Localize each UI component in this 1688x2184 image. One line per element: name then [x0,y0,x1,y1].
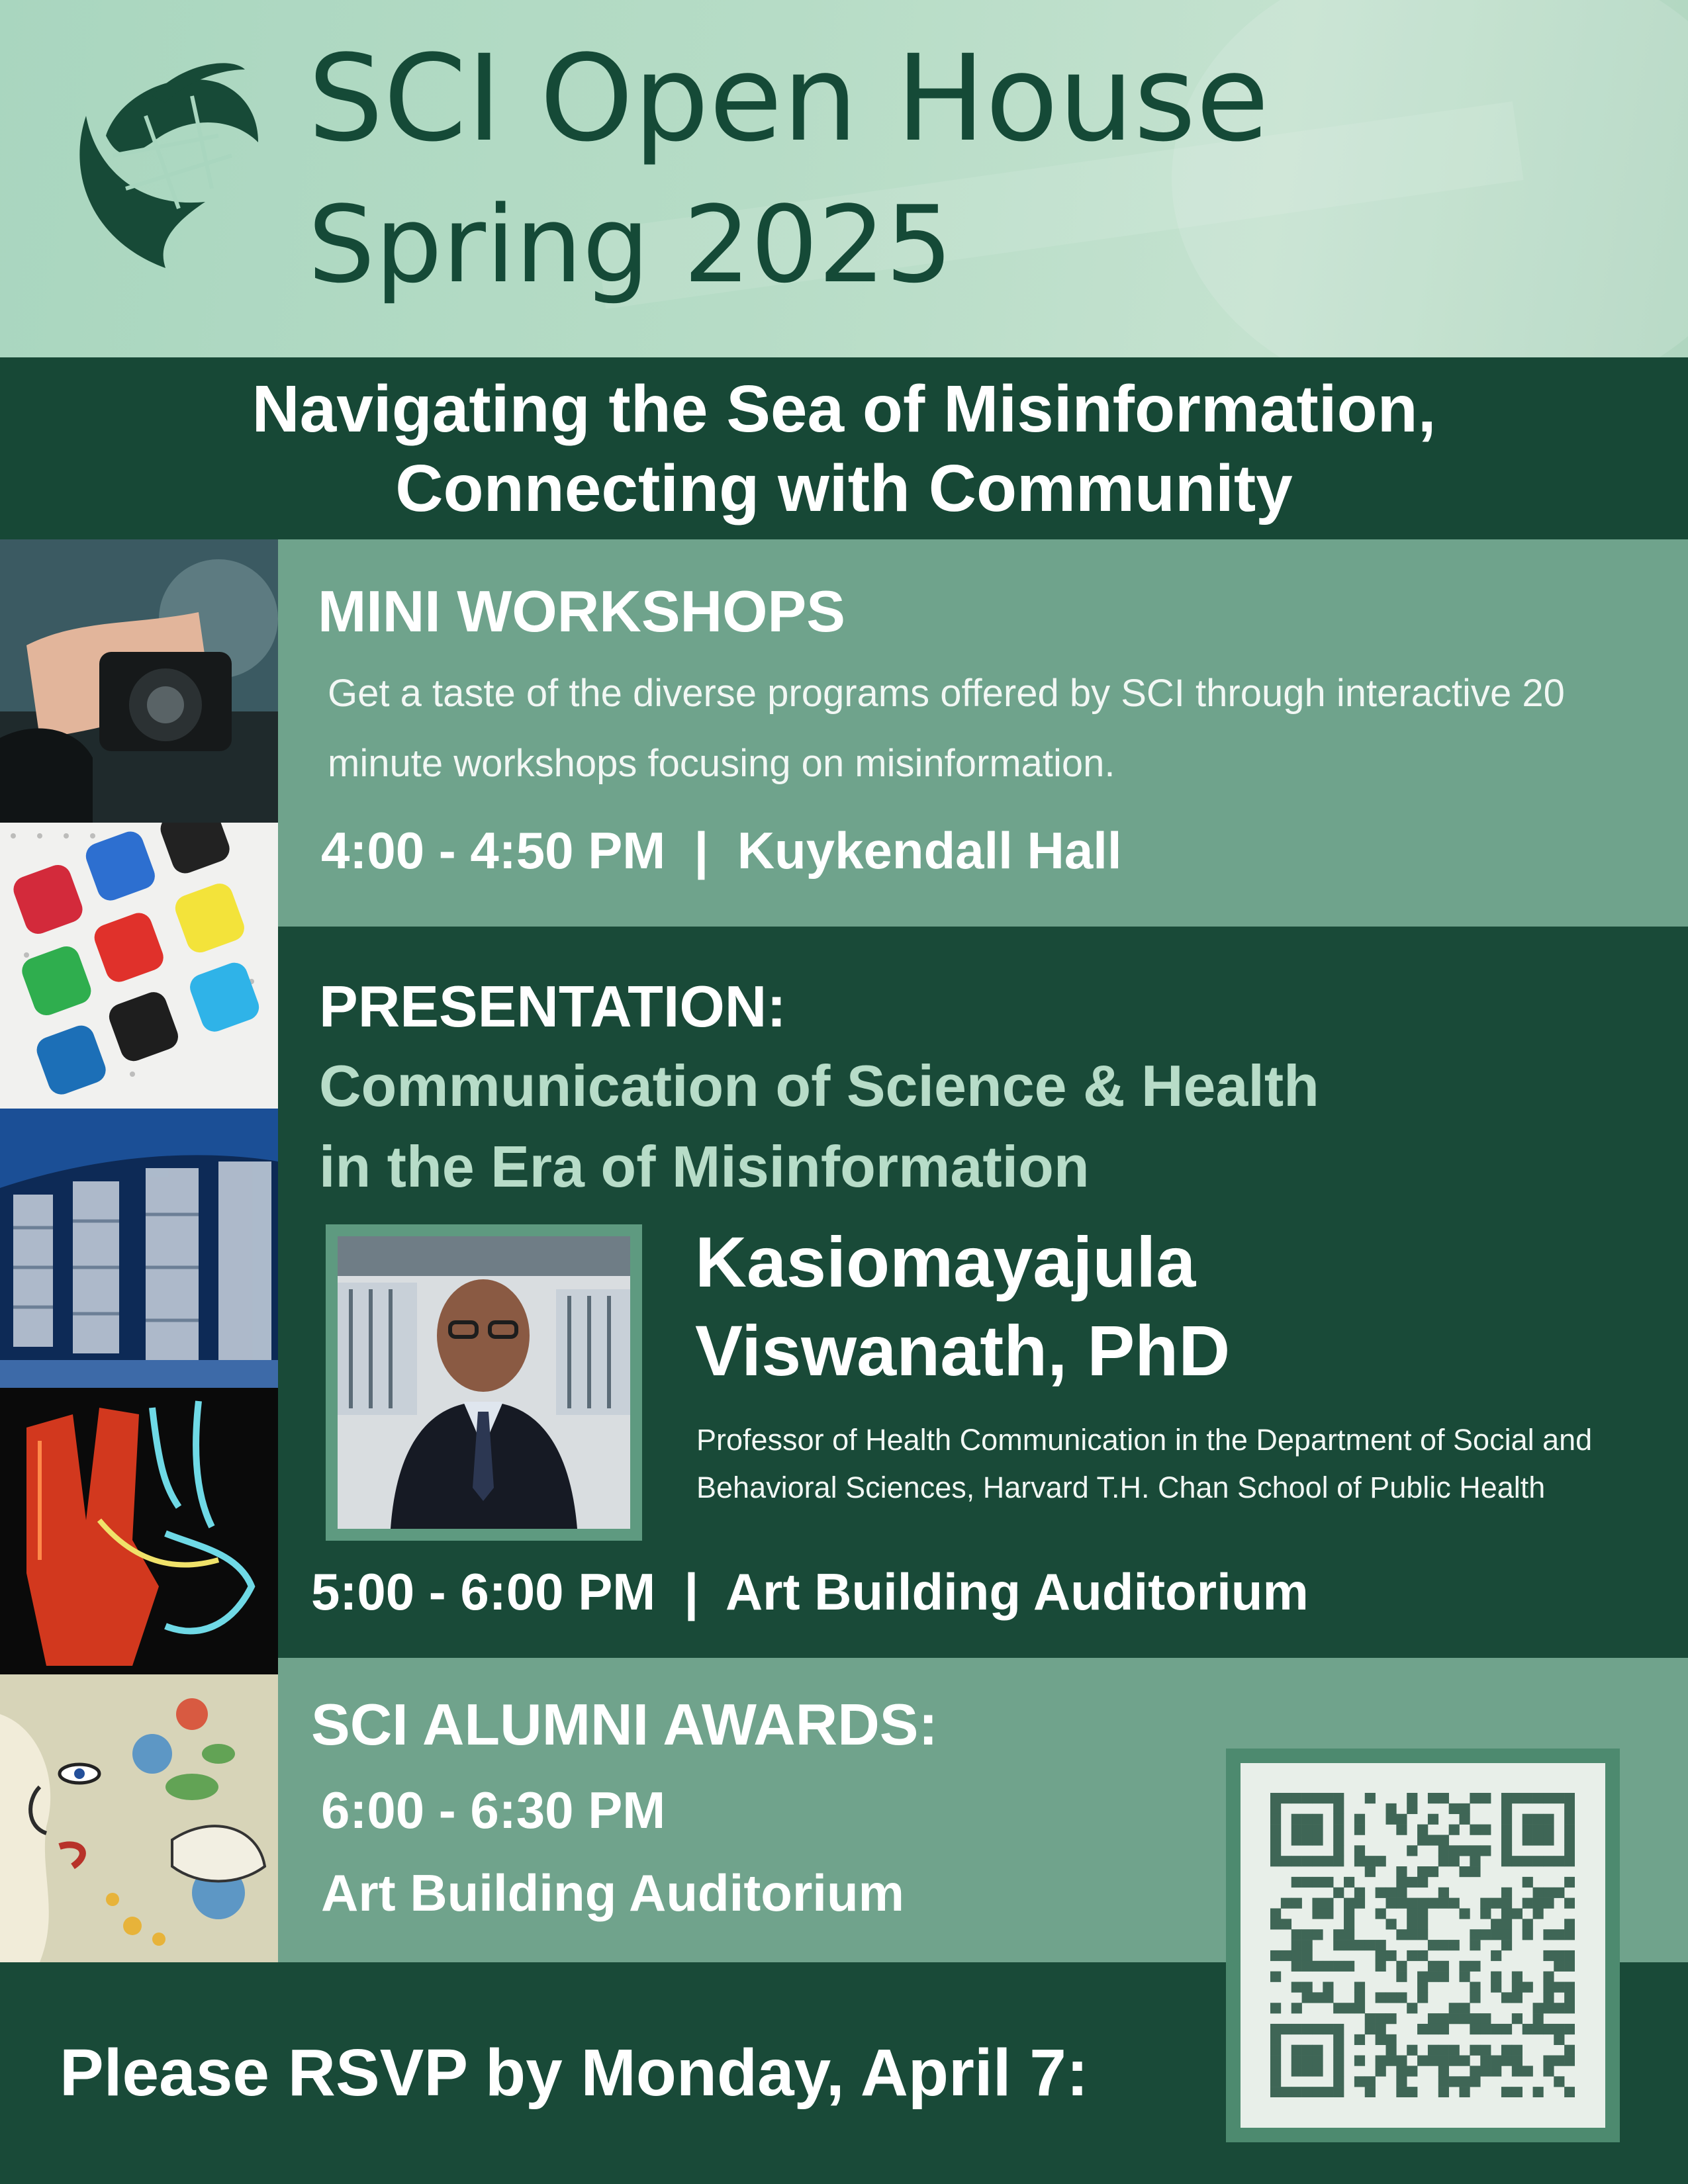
qr-code-icon [1270,1793,1575,2097]
rsvp-text: Please RSVP by Monday, April 7: [60,2036,1089,2110]
sci-logo-icon [66,56,265,281]
workshops-section [278,539,1688,927]
mosaic-art-photo [0,1674,278,1962]
presentation-title-line-1: Communication of Science & Health [319,1053,1319,1118]
workshops-description: Get a taste of the diverse programs offered by SCI through interactive 20 minute workshops focusing on misinformation. [328,672,1565,785]
photo-strip [0,539,278,1962]
presentation-time-location: 5:00 - 6:00 PM | Art Building Auditorium [311,1563,1309,1621]
theme-banner [0,357,1688,539]
camera-photo [0,539,278,823]
rsvp-qr-code[interactable] [1226,1749,1620,2142]
presentation-title-line-2: in the Era of Misinformation [319,1134,1090,1199]
speaker-photo [338,1236,630,1529]
page-title: SCI Open House [308,30,1270,168]
awards-time: 6:00 - 6:30 PM [321,1781,666,1839]
workshops-time-location: 4:00 - 4:50 PM | Kuykendall Hall [321,821,1122,880]
theme-line-2: Connecting with Community [395,451,1293,525]
speaker-name-line-1: Kasiomayajula [695,1222,1196,1302]
awards-location: Art Building Auditorium [321,1864,904,1922]
speaker-name-line-2: Viswanath, PhD [695,1310,1231,1390]
speaker-name [695,1218,1230,1395]
presentation-section [278,927,1688,1658]
presentation-heading: PRESENTATION: [319,974,786,1039]
workshops-heading: MINI WORKSHOPS [318,578,845,644]
library-photo [0,1109,278,1388]
speaker-portrait [326,1224,642,1541]
header [0,0,1688,357]
awards-heading: SCI ALUMNI AWARDS: [311,1692,938,1757]
speaker-title: Professor of Health Communication in the Department of Social and Behavioral Sciences, Harvard T.H. Chan School of Public Health [696,1423,1593,1504]
presentation-title [319,1046,1319,1207]
page-subtitle: Spring 2025 [308,183,953,306]
social-media-apps-photo [0,823,278,1109]
theme-line-1: Navigating the Sea of Misinformation, [252,371,1436,446]
neon-hands-photo [0,1388,278,1674]
